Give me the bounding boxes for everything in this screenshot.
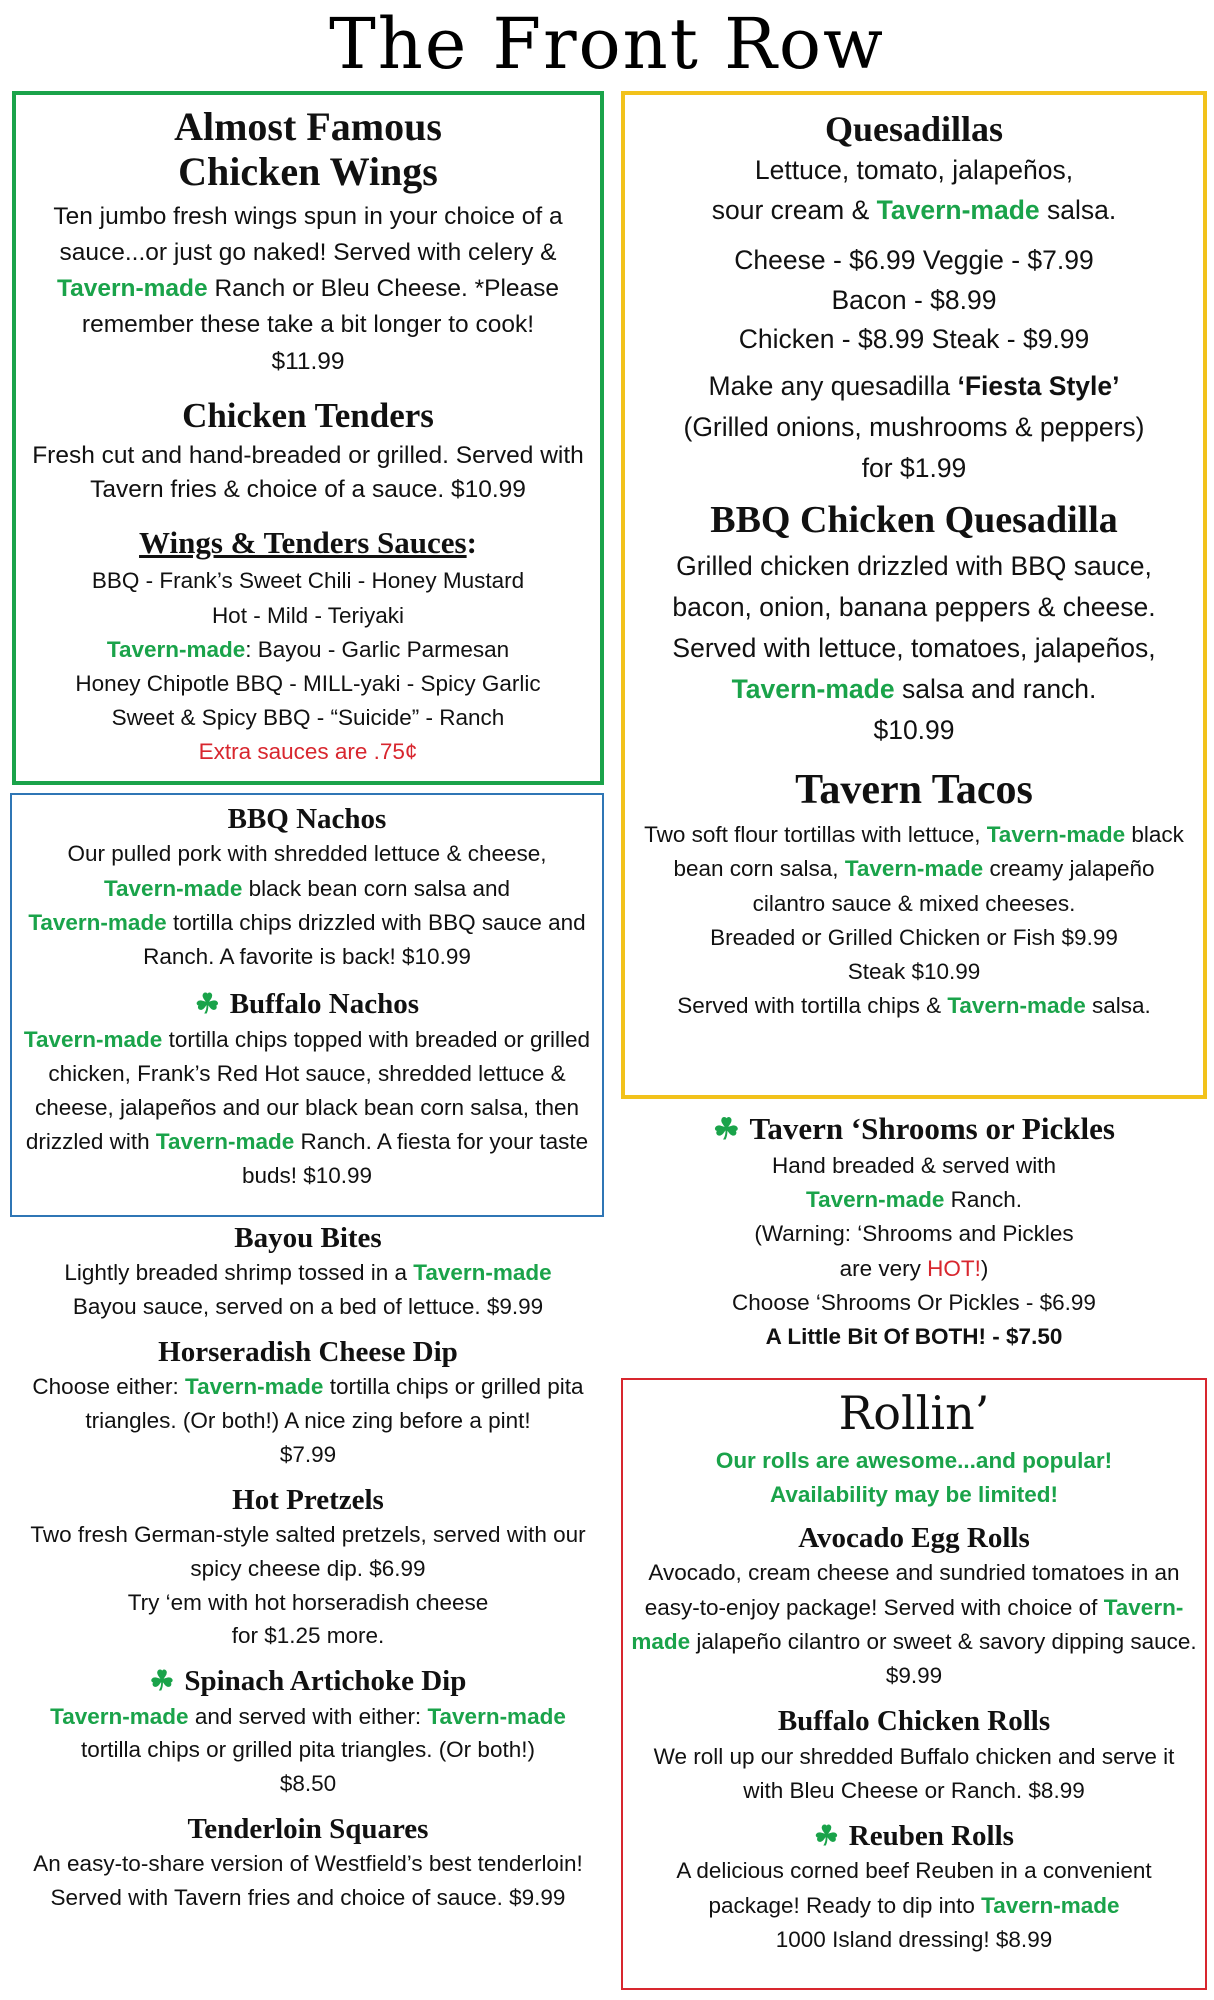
avocado-description: Avocado, cream cheese and sundried tomatoes in an easy-to-enjoy package! Served with choice of Tavern-made jalapeño cilantro or sweet & savory dipping sauce. $9.99: [631, 1560, 1197, 1688]
wings-box: [12, 91, 604, 785]
shrooms-section: [621, 1112, 1207, 1354]
bbq-nachos-description: Our pulled pork with shredded lettuce & cheese, Tavern-made black bean corn salsa and Tavern-made tortilla chips drizzled with BBQ sauce and Ranch. A favorite is back! $10.99: [28, 841, 586, 970]
pretzels-description: Two fresh German-style salted pretzels, served with our spicy cheese dip. $6.99 Try ‘em with hot horseradish cheese for $1.25 more.: [30, 1522, 586, 1649]
sauces-list: BBQ - Frank’s Sweet Chili - Honey Mustard Hot - Mild - Teriyaki Tavern-made: Bayou - Garlic Parmesan Honey Chipotle BBQ - MILL-yaki - Spicy Garlic Sweet & Spicy BBQ - “Suicide” - Ranch Extra sauces are .75¢: [75, 568, 541, 765]
bayou-heading: Bayou Bites: [234, 1222, 382, 1254]
quesadillas-description: Lettuce, tomato, jalapeños, sour cream & Tavern-made salsa.: [711, 155, 1117, 226]
shamrock-icon: ☘: [713, 1114, 740, 1146]
buffalo-nachos-heading: ☘ Buffalo Nachos: [194, 988, 420, 1021]
tenderloin-description: An easy-to-share version of Westfield’s best tenderloin! Served with Tavern fries and choice of sauce. $9.99: [33, 1851, 583, 1911]
pretzels-heading: Hot Pretzels: [232, 1483, 384, 1516]
quesadillas-heading: Quesadillas: [824, 109, 1004, 149]
fiesta-style-note: Make any quesadilla ‘Fiesta Style’ (Grilled onions, mushrooms & peppers) for $1.99: [683, 371, 1145, 484]
buffalo-rolls-heading: Buffalo Chicken Rolls: [777, 1705, 1051, 1738]
nachos-box: [10, 793, 604, 1217]
buffalo-nachos-description: Tavern-made tortilla chips topped with breaded or grilled chicken, Frank’s Red Hot sauce, shredded lettuce & cheese, jalapeños and our black bean corn salsa, then drizzled with Tavern-made Ranch. A fiesta for your taste buds! $10.99: [23, 1026, 591, 1189]
quesadillas-box: [621, 91, 1207, 1099]
tenders-description: Fresh cut and hand-breaded or grilled. Served with Tavern fries & choice of a sauce. $10.99: [32, 442, 584, 504]
horseradish-description: Choose either: Tavern-made tortilla chips or grilled pita triangles. (Or both!) A nice zing before a pint! $7.99: [32, 1374, 584, 1467]
bbq-quesadilla-description: Grilled chicken drizzled with BBQ sauce, bacon, onion, banana peppers & cheese. Served with lettuce, tomatoes, jalapeños, Tavern-made salsa and ranch. $10.99: [672, 550, 1156, 746]
horseradish-heading: Horseradish Cheese Dip: [158, 1335, 458, 1368]
rollin-box: [621, 1378, 1207, 1990]
tacos-description: Two soft flour tortillas with lettuce, Tavern-made black bean corn salsa, Tavern-made creamy jalapeño cilantro sauce & mixed cheeses. Breaded or Grilled Chicken or Fish $9.99 Steak $10.99 Served with tortilla chips & Tavern-made salsa.: [644, 822, 1184, 1019]
tenders-heading: Chicken Tenders: [182, 395, 434, 435]
bayou-description: Lightly breaded shrimp tossed in a Tavern-made Bayou sauce, served on a bed of lettuce. $9.99: [64, 1260, 552, 1320]
bbq-nachos-heading: BBQ Nachos: [227, 803, 387, 835]
tenderloin-heading: Tenderloin Squares: [187, 1812, 429, 1845]
shamrock-icon: ☘: [149, 1665, 175, 1697]
shrooms-heading: ☘ Tavern ‘Shrooms or Pickles: [713, 1111, 1115, 1146]
avocado-heading: Avocado Egg Rolls: [798, 1521, 1030, 1554]
rollin-heading: Rollin’: [838, 1386, 990, 1440]
tacos-heading: Tavern Tacos: [795, 767, 1033, 814]
shamrock-icon: ☘: [194, 988, 220, 1020]
reuben-description: A delicious corned beef Reuben in a convenient package! Ready to dip into Tavern-made 1000 Island dressing! $8.99: [676, 1858, 1152, 1952]
bbq-quesadilla-heading: BBQ Chicken Quesadilla: [710, 499, 1118, 542]
quesadillas-prices: Cheese - $6.99 Veggie - $7.99 Bacon - $8.99 Chicken - $8.99 Steak - $9.99: [734, 244, 1094, 355]
reuben-heading: ☘ Reuben Rolls: [814, 1819, 1014, 1852]
page-title: The Front Row: [329, 3, 885, 85]
spinach-heading: ☘ Spinach Artichoke Dip: [149, 1665, 467, 1698]
rollin-tagline: Our rolls are awesome...and popular! Availability may be limited!: [715, 1447, 1113, 1507]
wings-heading: Almost Famous Chicken Wings: [174, 104, 442, 194]
shamrock-icon: ☘: [814, 1819, 839, 1851]
wings-description: Ten jumbo fresh wings spun in your choice of a sauce...or just go naked! Served with celery & Tavern-made Ranch or Bleu Cheese. *Please remember these take a bit longer to cook! $11.99: [53, 202, 563, 375]
buffalo-rolls-description: We roll up our shredded Buffalo chicken and serve it with Bleu Cheese or Ranch. $8.99: [653, 1743, 1175, 1803]
shrooms-description: Hand breaded & served with Tavern-made Ranch. (Warning: ‘Shrooms and Pickles are very HOT!) Choose ‘Shrooms Or Pickles - $6.99 A Little Bit Of BOTH! - $7.50: [732, 1152, 1096, 1349]
spinach-description: Tavern-made and served with either: Tavern-made tortilla chips or grilled pita triangles. (Or both!) $8.50: [50, 1703, 566, 1797]
sauces-heading: Wings & Tenders Sauces:: [139, 524, 477, 560]
extra-sauces-note: Extra sauces are .75¢: [198, 739, 418, 765]
left-unboxed-column: [10, 1222, 606, 1915]
